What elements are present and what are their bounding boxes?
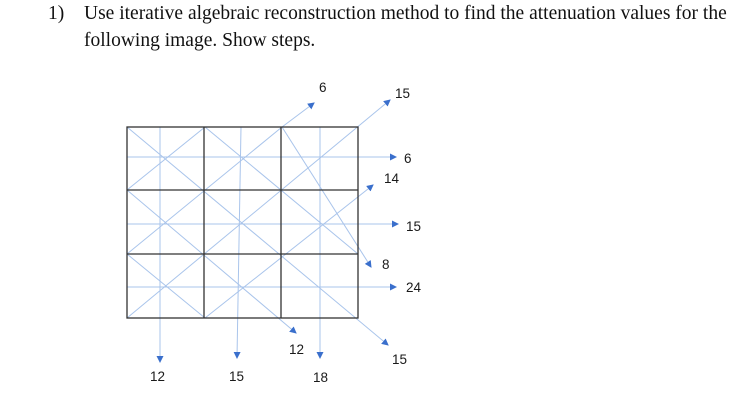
label-horizontal-top: 6 — [404, 151, 412, 166]
question-number: 1) — [48, 3, 65, 24]
ray-diag-down-bottom — [127, 190, 296, 333]
ray-diag-down-corner — [127, 127, 388, 345]
label-diag-down-right: 8 — [382, 257, 390, 272]
ray-diag-up-corner — [127, 100, 390, 318]
ray-diag-up-top — [282, 103, 314, 127]
label-horizontal-bottom: 24 — [406, 280, 422, 295]
question-line-2: following image. Show steps. — [84, 30, 316, 51]
question-line-1-text: Use iterative algebraic reconstruction method to find the attenuation values for the — [84, 3, 727, 24]
label-vertical-right: 18 — [313, 370, 329, 385]
ray-diag-up-lower — [205, 185, 373, 318]
label-diag-up-top: 6 — [319, 80, 327, 95]
label-vertical-left: 12 — [150, 369, 166, 384]
label-vertical-middle: 15 — [229, 369, 245, 384]
label-diag-up-lower: 14 — [384, 171, 400, 186]
label-diag-down-corner: 15 — [392, 352, 408, 367]
label-horizontal-middle: 15 — [406, 219, 422, 234]
label-diag-down-bottom: 12 — [289, 342, 305, 357]
label-diag-up-corner: 15 — [395, 86, 411, 101]
